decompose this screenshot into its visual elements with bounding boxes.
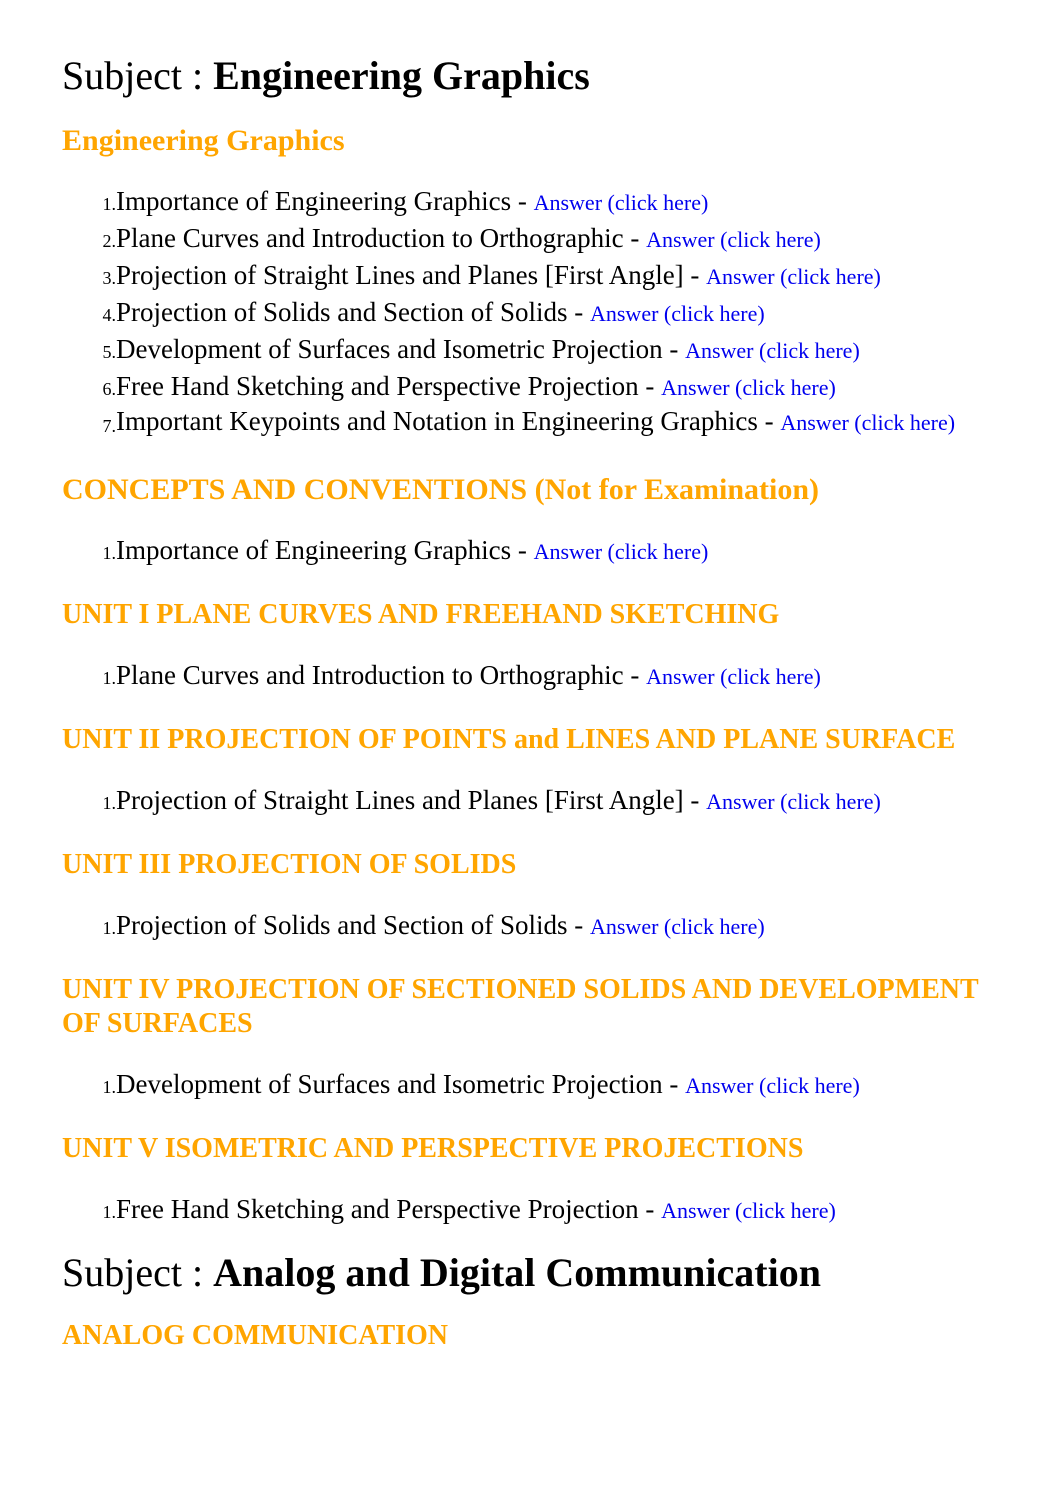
list-number: 1. xyxy=(102,1077,116,1097)
answer-link[interactable]: Answer (click here) xyxy=(661,1198,836,1223)
topic-list xyxy=(62,783,1022,820)
answer-link[interactable]: Answer (click here) xyxy=(780,410,956,435)
list-item xyxy=(62,783,1022,820)
topic-text: Projection of Straight Lines and Planes [First Angle] - xyxy=(116,785,707,815)
subject-prefix: Subject : xyxy=(62,53,214,98)
subject-title xyxy=(62,0,1022,100)
list-item xyxy=(62,1067,1022,1104)
section-heading: UNIT V ISOMETRIC AND PERSPECTIVE PROJECTIONS xyxy=(62,1133,804,1164)
list-number: 4. xyxy=(102,305,116,325)
topic-text: Important Keypoints and Notation in Engineering Graphics - xyxy=(116,406,781,436)
topic-text: Development of Surfaces and Isometric Projection - xyxy=(116,1069,686,1099)
section-heading: UNIT II PROJECTION OF POINTS and LINES AND PLANE SURFACE xyxy=(62,724,956,755)
topic-text: Projection of Straight Lines and Planes [First Angle] - xyxy=(116,260,707,290)
section-heading: CONCEPTS AND CONVENTIONS (Not for Examination) xyxy=(62,473,820,506)
section-heading: UNIT III PROJECTION OF SOLIDS xyxy=(62,849,517,880)
section-heading: UNIT I PLANE CURVES AND FREEHAND SKETCHING xyxy=(62,599,780,630)
answer-link[interactable]: Answer (click here) xyxy=(646,227,821,252)
answer-link[interactable]: Answer (click here) xyxy=(589,301,765,326)
answer-link[interactable]: Answer (click here) xyxy=(646,664,821,689)
topic-text: Projection of Solids and Section of Solids - xyxy=(116,297,590,327)
answer-link[interactable]: Answer (click here) xyxy=(661,375,836,400)
document-page xyxy=(62,0,1022,1353)
topic-text: Free Hand Sketching and Perspective Projection - xyxy=(116,371,662,401)
list-item xyxy=(62,369,1022,406)
topic-text: Plane Curves and Introduction to Orthographic - xyxy=(116,660,647,690)
subject-name: Analog and Digital Communication xyxy=(213,1250,821,1295)
topic-text: Importance of Engineering Graphics - xyxy=(116,535,534,565)
topic-list xyxy=(62,184,1022,443)
topic-text: Free Hand Sketching and Perspective Projection - xyxy=(116,1194,662,1224)
list-item xyxy=(62,221,1022,258)
topic-list xyxy=(62,533,1022,570)
list-number: 3. xyxy=(102,268,116,288)
list-number: 6. xyxy=(102,379,116,399)
list-item xyxy=(62,533,1022,570)
topic-list xyxy=(62,658,1022,695)
list-item xyxy=(62,1192,1022,1229)
list-number: 1. xyxy=(102,194,116,214)
list-number: 1. xyxy=(102,543,116,563)
list-number: 1. xyxy=(102,918,116,938)
list-number: 1. xyxy=(102,793,116,813)
topic-text: Projection of Solids and Section of Solids - xyxy=(116,910,590,940)
answer-link[interactable]: Answer (click here) xyxy=(533,539,709,564)
list-number: 7. xyxy=(102,416,116,436)
list-item xyxy=(62,184,1022,221)
answer-link[interactable]: Answer (click here) xyxy=(533,190,709,215)
answer-link[interactable]: Answer (click here) xyxy=(685,338,860,363)
answer-link[interactable]: Answer (click here) xyxy=(685,1073,860,1098)
section-heading: ANALOG COMMUNICATION xyxy=(62,1320,449,1351)
list-number: 5. xyxy=(102,342,116,362)
subject-title xyxy=(62,1229,1022,1297)
list-item xyxy=(62,406,1022,443)
list-number: 2. xyxy=(102,231,116,251)
list-number: 1. xyxy=(102,1202,116,1222)
topic-text: Importance of Engineering Graphics - xyxy=(116,186,534,216)
topic-list xyxy=(62,1067,1022,1104)
list-item xyxy=(62,332,1022,369)
topic-text: Development of Surfaces and Isometric Projection - xyxy=(116,334,686,364)
list-item xyxy=(62,258,1022,295)
topic-list xyxy=(62,908,1022,945)
answer-link[interactable]: Answer (click here) xyxy=(706,789,881,814)
section-heading: UNIT IV PROJECTION OF SECTIONED SOLIDS AND DEVELOPMENT OF SURFACES xyxy=(62,974,979,1039)
section-heading: Engineering Graphics xyxy=(62,124,345,157)
answer-link[interactable]: Answer (click here) xyxy=(706,264,881,289)
topic-list xyxy=(62,1192,1022,1229)
list-item xyxy=(62,295,1022,332)
subject-prefix: Subject : xyxy=(62,1250,214,1295)
list-number: 1. xyxy=(102,668,116,688)
answer-link[interactable]: Answer (click here) xyxy=(589,914,765,939)
list-item xyxy=(62,658,1022,695)
list-item xyxy=(62,908,1022,945)
subject-name: Engineering Graphics xyxy=(213,53,590,98)
topic-text: Plane Curves and Introduction to Orthographic - xyxy=(116,223,647,253)
